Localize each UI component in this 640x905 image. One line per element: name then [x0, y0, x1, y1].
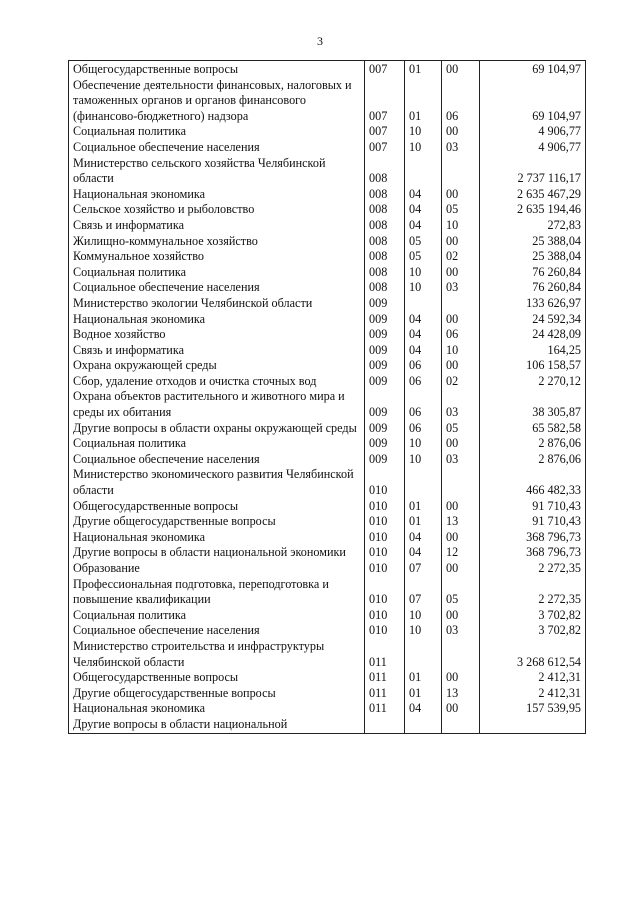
row-name: Другие общегосударственные вопросы [69, 514, 365, 530]
table-row [69, 530, 586, 546]
row-amount: 2 737 116,17 [480, 156, 586, 187]
row-amount: 133 626,97 [480, 296, 586, 312]
row-section-code: 06 [405, 421, 442, 437]
row-ministry-code: 010 [365, 499, 405, 515]
table-row [69, 561, 586, 577]
row-name: Социальная политика [69, 124, 365, 140]
row-amount: 91 710,43 [480, 514, 586, 530]
table-row [69, 701, 586, 717]
row-ministry-code: 010 [365, 530, 405, 546]
table-row [69, 343, 586, 359]
row-amount: 157 539,95 [480, 701, 586, 717]
table-row [69, 61, 586, 78]
row-name: Национальная экономика [69, 187, 365, 203]
row-subsection-code: 00 [442, 234, 480, 250]
table-row [69, 312, 586, 328]
table-row [69, 670, 586, 686]
row-amount: 368 796,73 [480, 545, 586, 561]
row-amount: 76 260,84 [480, 280, 586, 296]
row-name: Образование [69, 561, 365, 577]
row-ministry-code: 009 [365, 436, 405, 452]
row-name: Обеспечение деятельности финансовых, налоговых и таможенных органов и органов финансового (финансово-бюджетного) надзора [69, 78, 365, 125]
row-subsection-code: 06 [442, 78, 480, 125]
row-amount: 368 796,73 [480, 530, 586, 546]
row-section-code: 01 [405, 686, 442, 702]
row-ministry-code: 009 [365, 358, 405, 374]
row-amount: 2 272,35 [480, 577, 586, 608]
row-ministry-code: 011 [365, 639, 405, 670]
row-section-code [405, 156, 442, 187]
row-ministry-code: 010 [365, 608, 405, 624]
table-row [69, 499, 586, 515]
row-subsection-code [442, 296, 480, 312]
row-name: Другие вопросы в области охраны окружающей среды [69, 421, 365, 437]
row-subsection-code: 00 [442, 499, 480, 515]
row-amount: 65 582,58 [480, 421, 586, 437]
row-amount: 466 482,33 [480, 467, 586, 498]
row-subsection-code: 00 [442, 124, 480, 140]
table-row [69, 623, 586, 639]
row-ministry-code: 011 [365, 701, 405, 717]
row-ministry-code: 007 [365, 61, 405, 78]
row-name: Общегосударственные вопросы [69, 670, 365, 686]
row-name: Национальная экономика [69, 530, 365, 546]
table-row [69, 234, 586, 250]
row-section-code [405, 639, 442, 670]
row-ministry-code: 008 [365, 265, 405, 281]
row-ministry-code: 007 [365, 124, 405, 140]
row-name: Социальная политика [69, 608, 365, 624]
row-ministry-code: 007 [365, 140, 405, 156]
row-subsection-code: 10 [442, 218, 480, 234]
table-row [69, 374, 586, 390]
row-ministry-code: 010 [365, 545, 405, 561]
row-amount: 106 158,57 [480, 358, 586, 374]
row-name: Социальное обеспечение населения [69, 452, 365, 468]
row-section-code: 07 [405, 561, 442, 577]
row-section-code: 10 [405, 140, 442, 156]
row-subsection-code: 03 [442, 389, 480, 420]
table-row [69, 202, 586, 218]
row-amount: 25 388,04 [480, 234, 586, 250]
row-amount: 38 305,87 [480, 389, 586, 420]
row-subsection-code: 00 [442, 670, 480, 686]
table-row [69, 296, 586, 312]
row-subsection-code: 06 [442, 327, 480, 343]
row-subsection-code [442, 467, 480, 498]
row-ministry-code: 011 [365, 686, 405, 702]
row-subsection-code: 02 [442, 249, 480, 265]
row-amount: 2 412,31 [480, 686, 586, 702]
row-section-code: 04 [405, 530, 442, 546]
row-section-code [405, 467, 442, 498]
row-ministry-code: 008 [365, 249, 405, 265]
row-subsection-code: 03 [442, 452, 480, 468]
row-section-code: 10 [405, 124, 442, 140]
row-name: Связь и информатика [69, 343, 365, 359]
row-section-code: 10 [405, 436, 442, 452]
row-name: Другие вопросы в области национальной экономики [69, 545, 365, 561]
row-name: Национальная экономика [69, 701, 365, 717]
row-subsection-code: 12 [442, 545, 480, 561]
row-subsection-code: 00 [442, 312, 480, 328]
row-section-code: 10 [405, 608, 442, 624]
table-row [69, 280, 586, 296]
row-name: Жилищно-коммунальное хозяйство [69, 234, 365, 250]
row-name: Социальное обеспечение населения [69, 280, 365, 296]
row-subsection-code: 00 [442, 436, 480, 452]
row-section-code: 01 [405, 670, 442, 686]
row-name: Охрана окружающей среды [69, 358, 365, 374]
row-ministry-code: 009 [365, 421, 405, 437]
table-row [69, 577, 586, 608]
row-subsection-code: 03 [442, 280, 480, 296]
table-row [69, 436, 586, 452]
row-amount: 91 710,43 [480, 499, 586, 515]
row-name: Профессиональная подготовка, переподготовка и повышение квалификации [69, 577, 365, 608]
table-row [69, 452, 586, 468]
table-row [69, 608, 586, 624]
row-name: Коммунальное хозяйство [69, 249, 365, 265]
row-section-code: 05 [405, 249, 442, 265]
row-section-code: 10 [405, 280, 442, 296]
row-amount: 3 702,82 [480, 608, 586, 624]
table-row [69, 514, 586, 530]
table-row [69, 545, 586, 561]
row-ministry-code: 008 [365, 218, 405, 234]
row-amount: 3 702,82 [480, 623, 586, 639]
row-ministry-code: 009 [365, 374, 405, 390]
row-ministry-code: 009 [365, 389, 405, 420]
table-row [69, 686, 586, 702]
row-ministry-code: 010 [365, 577, 405, 608]
row-amount: 2 635 194,46 [480, 202, 586, 218]
row-amount: 272,83 [480, 218, 586, 234]
row-section-code: 04 [405, 312, 442, 328]
row-name: Социальная политика [69, 436, 365, 452]
row-name: Общегосударственные вопросы [69, 61, 365, 78]
row-amount: 2 270,12 [480, 374, 586, 390]
row-amount: 69 104,97 [480, 61, 586, 78]
row-amount: 3 268 612,54 [480, 639, 586, 670]
row-subsection-code: 00 [442, 530, 480, 546]
row-name: Министерство экономического развития Челябинской области [69, 467, 365, 498]
row-name: Сельское хозяйство и рыболовство [69, 202, 365, 218]
budget-table [68, 60, 586, 734]
row-subsection-code: 05 [442, 202, 480, 218]
budget-table-body [69, 61, 586, 734]
row-amount: 2 876,06 [480, 436, 586, 452]
row-section-code: 04 [405, 202, 442, 218]
row-ministry-code: 009 [365, 312, 405, 328]
table-row [69, 358, 586, 374]
row-section-code: 06 [405, 374, 442, 390]
row-name: Охрана объектов растительного и животного мира и среды их обитания [69, 389, 365, 420]
table-row [69, 78, 586, 125]
row-ministry-code: 007 [365, 78, 405, 125]
row-subsection-code: 05 [442, 421, 480, 437]
row-amount: 164,25 [480, 343, 586, 359]
row-section-code: 04 [405, 327, 442, 343]
row-subsection-code: 13 [442, 514, 480, 530]
row-subsection-code: 02 [442, 374, 480, 390]
page-number: 3 [317, 34, 323, 48]
row-subsection-code: 05 [442, 577, 480, 608]
row-section-code: 05 [405, 234, 442, 250]
row-section-code [405, 717, 442, 733]
row-ministry-code: 009 [365, 296, 405, 312]
row-ministry-code: 008 [365, 234, 405, 250]
row-section-code: 01 [405, 499, 442, 515]
row-amount: 2 876,06 [480, 452, 586, 468]
row-name: Другие общегосударственные вопросы [69, 686, 365, 702]
row-amount: 69 104,97 [480, 78, 586, 125]
row-amount: 2 412,31 [480, 670, 586, 686]
row-amount [480, 717, 586, 733]
row-amount: 4 906,77 [480, 140, 586, 156]
row-ministry-code [365, 717, 405, 733]
row-section-code: 07 [405, 577, 442, 608]
row-subsection-code [442, 639, 480, 670]
row-name: Общегосударственные вопросы [69, 499, 365, 515]
row-subsection-code: 10 [442, 343, 480, 359]
row-subsection-code: 00 [442, 265, 480, 281]
row-name: Сбор, удаление отходов и очистка сточных вод [69, 374, 365, 390]
row-ministry-code: 010 [365, 467, 405, 498]
row-subsection-code: 00 [442, 187, 480, 203]
row-name: Социальное обеспечение населения [69, 140, 365, 156]
row-section-code: 06 [405, 358, 442, 374]
row-name: Водное хозяйство [69, 327, 365, 343]
table-row [69, 156, 586, 187]
row-subsection-code [442, 717, 480, 733]
row-amount: 2 272,35 [480, 561, 586, 577]
table-row [69, 639, 586, 670]
row-ministry-code: 010 [365, 561, 405, 577]
row-section-code: 04 [405, 218, 442, 234]
table-row [69, 140, 586, 156]
table-row [69, 265, 586, 281]
row-name: Социальная политика [69, 265, 365, 281]
table-row [69, 389, 586, 420]
table-row [69, 218, 586, 234]
table-row [69, 467, 586, 498]
row-section-code: 06 [405, 389, 442, 420]
row-ministry-code: 011 [365, 670, 405, 686]
table-row [69, 187, 586, 203]
row-name: Национальная экономика [69, 312, 365, 328]
row-amount: 24 592,34 [480, 312, 586, 328]
row-name: Министерство экологии Челябинской области [69, 296, 365, 312]
row-subsection-code [442, 156, 480, 187]
row-section-code: 04 [405, 187, 442, 203]
row-ministry-code: 008 [365, 202, 405, 218]
row-section-code: 10 [405, 265, 442, 281]
table-row [69, 421, 586, 437]
row-ministry-code: 008 [365, 156, 405, 187]
row-section-code: 04 [405, 701, 442, 717]
row-amount: 24 428,09 [480, 327, 586, 343]
row-ministry-code: 010 [365, 514, 405, 530]
row-subsection-code: 03 [442, 623, 480, 639]
row-ministry-code: 008 [365, 280, 405, 296]
table-row [69, 249, 586, 265]
row-amount: 76 260,84 [480, 265, 586, 281]
row-amount: 2 635 467,29 [480, 187, 586, 203]
row-name: Другие вопросы в области национальной [69, 717, 365, 733]
row-ministry-code: 008 [365, 187, 405, 203]
row-subsection-code: 00 [442, 608, 480, 624]
row-subsection-code: 00 [442, 701, 480, 717]
row-name: Социальное обеспечение населения [69, 623, 365, 639]
row-section-code: 04 [405, 343, 442, 359]
row-section-code: 10 [405, 452, 442, 468]
row-name: Министерство строительства и инфраструктуры Челябинской области [69, 639, 365, 670]
row-ministry-code: 010 [365, 623, 405, 639]
row-section-code: 10 [405, 623, 442, 639]
row-amount: 25 388,04 [480, 249, 586, 265]
row-subsection-code: 00 [442, 561, 480, 577]
row-name: Связь и информатика [69, 218, 365, 234]
table-row [69, 717, 586, 733]
row-ministry-code: 009 [365, 452, 405, 468]
row-ministry-code: 009 [365, 343, 405, 359]
row-amount: 4 906,77 [480, 124, 586, 140]
table-row [69, 327, 586, 343]
row-section-code: 01 [405, 514, 442, 530]
table-row [69, 124, 586, 140]
row-ministry-code: 009 [365, 327, 405, 343]
row-subsection-code: 03 [442, 140, 480, 156]
row-section-code: 01 [405, 61, 442, 78]
row-subsection-code: 13 [442, 686, 480, 702]
row-section-code: 04 [405, 545, 442, 561]
row-subsection-code: 00 [442, 358, 480, 374]
row-section-code [405, 296, 442, 312]
row-subsection-code: 00 [442, 61, 480, 78]
row-section-code: 01 [405, 78, 442, 125]
row-name: Министерство сельского хозяйства Челябинской области [69, 156, 365, 187]
